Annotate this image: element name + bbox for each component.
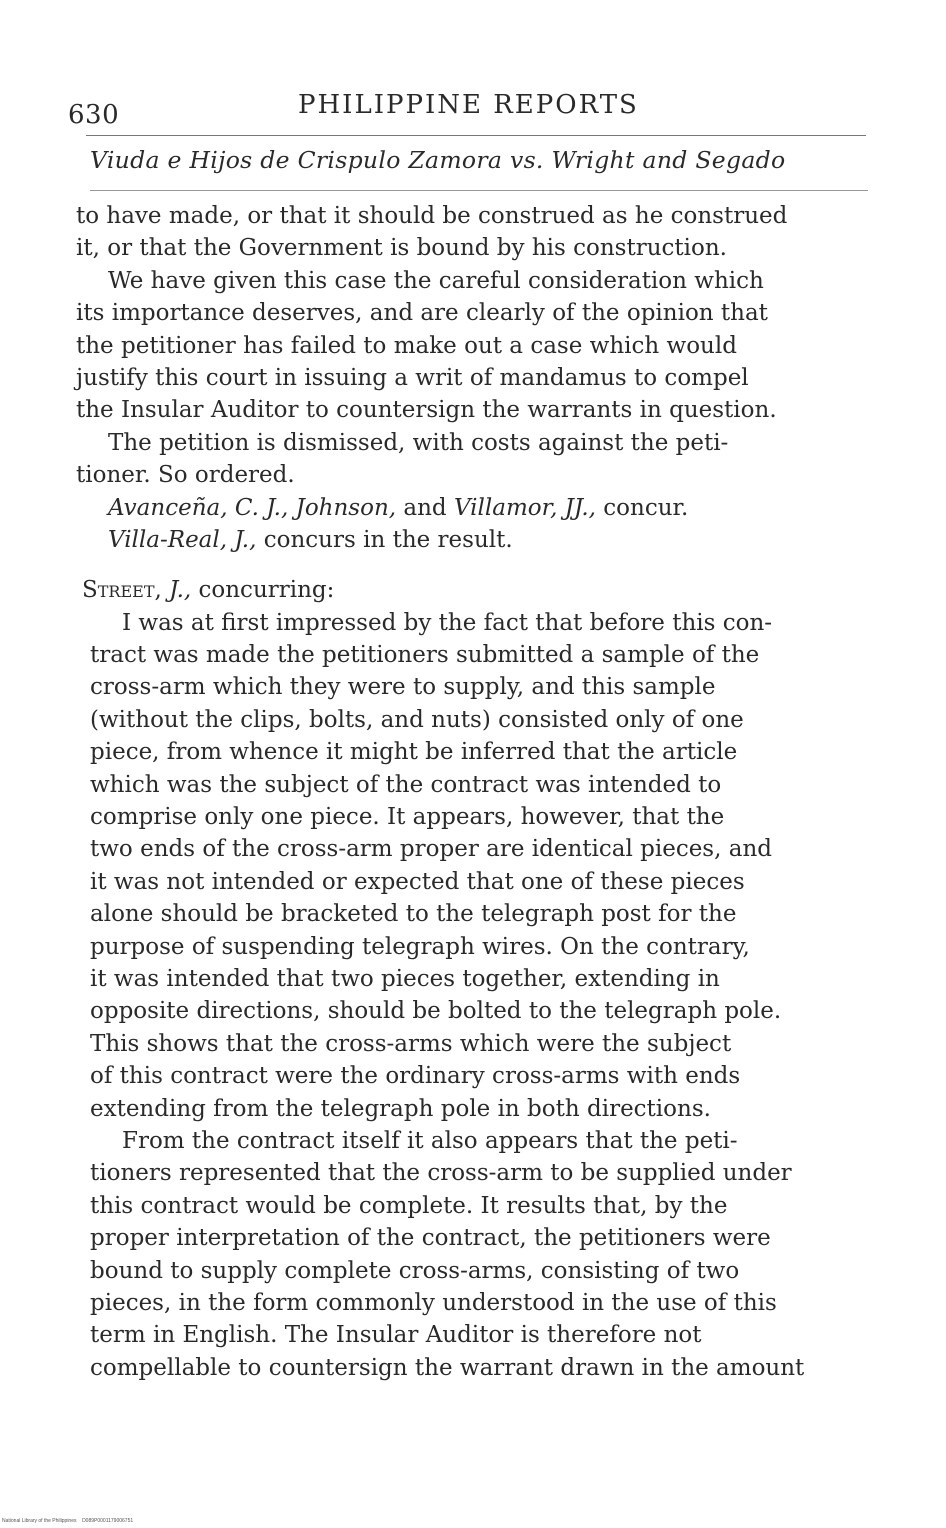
- text-line: the Insular Auditor to countersign the warrants in question.: [76, 397, 777, 424]
- page-header: [68, 86, 868, 136]
- text-line: (without the clips, bolts, and nuts) consisted only of one: [90, 706, 744, 733]
- text-line: alone should be bracketed to the telegraph post for the: [90, 901, 737, 928]
- page-number: 630: [68, 100, 120, 130]
- heading-text: concurring:: [198, 577, 335, 604]
- text-line: comprise only one piece. It appears, however, that the: [90, 804, 725, 831]
- text-line: bound to supply complete cross-arms, consisting of two: [90, 1257, 740, 1284]
- text-line: term in English. The Insular Auditor is therefore not: [90, 1322, 702, 1349]
- text-line: this contract would be complete. It results that, by the: [90, 1192, 728, 1219]
- justice-name: Street,: [82, 577, 162, 604]
- conjunction: and: [403, 494, 447, 521]
- justice-names: Villamor, JJ.,: [453, 494, 596, 521]
- text-line: tract was made the petitioners submitted a sample of the: [90, 642, 760, 669]
- text-line: the petitioner has failed to make out a case which would: [76, 332, 737, 359]
- opinion-heading: [76, 574, 876, 606]
- text-line: it was not intended or expected that one of these pieces: [90, 868, 745, 895]
- text-line: We have given this case the careful consideration which: [108, 267, 764, 294]
- text-line: The petition is dismissed, with costs against the peti-: [108, 429, 729, 456]
- justice-title: J.,: [169, 577, 192, 604]
- justice-names: Avanceña, C. J., Johnson,: [108, 494, 397, 521]
- text-line: opposite directions, should be bolted to the telegraph pole.: [90, 998, 782, 1025]
- concurrence-line: [76, 524, 876, 556]
- body-text: [76, 200, 876, 1384]
- text-line: This shows that the cross-arms which were the subject: [90, 1030, 732, 1057]
- text-line: pieces, in the form commonly understood in the use of this: [90, 1289, 777, 1316]
- text-line: cross-arm which they were to supply, and this sample: [90, 674, 716, 701]
- text-line: justify this court in issuing a writ of mandamus to compel: [76, 364, 749, 391]
- justice-names: Villa-Real, J.,: [108, 526, 257, 553]
- concurrence-line: [76, 492, 876, 524]
- text-line: which was the subject of the contract was intended to: [90, 771, 722, 798]
- opinion-paragraph: [76, 607, 876, 1384]
- text-line: extending from the telegraph pole in both directions.: [90, 1095, 711, 1122]
- text-line: tioner. So ordered.: [76, 462, 295, 489]
- concur-text: concur.: [603, 494, 689, 521]
- text-line: proper interpretation of the contract, the petitioners were: [90, 1225, 771, 1252]
- text-line: two ends of the cross-arm proper are identical pieces, and: [90, 836, 772, 863]
- text-line: it was intended that two pieces together, extending in: [90, 965, 720, 992]
- text-line: From the contract itself it also appears that the peti-: [122, 1127, 738, 1154]
- footer-id: D089P0001179006751: [82, 1518, 134, 1524]
- header-rule: [86, 135, 866, 136]
- footer-source: National Library of the Philippines: [2, 1518, 77, 1524]
- text-line: compellable to countersign the warrant drawn in the amount: [90, 1354, 805, 1381]
- spacer: [76, 556, 876, 574]
- text-line: piece, from whence it might be inferred that the article: [90, 739, 738, 766]
- text-line: I was at first impressed by the fact that before this con-: [122, 609, 773, 636]
- text-line: of this contract were the ordinary cross-arms with ends: [90, 1063, 741, 1090]
- case-title: Viuda e Hijos de Crispulo Zamora vs. Wright and Segado: [90, 146, 786, 174]
- concur-text: concurs in the result.: [263, 526, 513, 553]
- text-line: tioners represented that the cross-arm to be supplied under: [90, 1160, 792, 1187]
- text-line: it, or that the Government is bound by his construction.: [76, 235, 727, 262]
- scan-footer: [2, 1518, 133, 1524]
- case-title-rule: [90, 190, 868, 191]
- running-title: PHILIPPINE REPORTS: [298, 90, 639, 120]
- text-line: purpose of suspending telegraph wires. On the contrary,: [90, 933, 750, 960]
- text-line: to have made, or that it should be construed as he construed: [76, 203, 788, 229]
- text-line: its importance deserves, and are clearly of the opinion that: [76, 300, 768, 327]
